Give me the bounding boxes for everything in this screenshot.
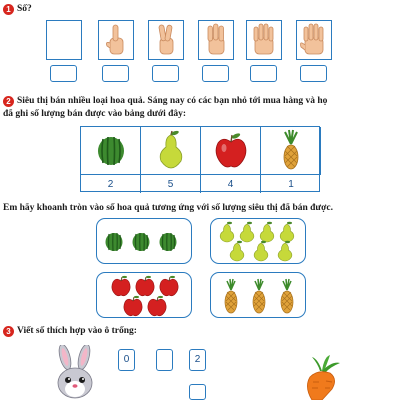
apple-group[interactable] xyxy=(96,272,192,318)
section-3-title: Viết số thích hợp vào ô trống: xyxy=(17,326,137,336)
section-2-instruction: Em hãy khoanh tròn vào số hoa quả tương ứng với số lượng siêu thị đã bán được. xyxy=(3,203,333,213)
pear-icon xyxy=(141,127,201,174)
number-box-3[interactable]: 2 xyxy=(189,349,206,371)
number-box-2[interactable] xyxy=(156,349,173,371)
pineapple-icon xyxy=(261,127,321,174)
pear-group[interactable] xyxy=(210,218,306,264)
pear-group-icon xyxy=(211,219,307,265)
number-box-1[interactable]: 0 xyxy=(118,349,135,371)
hand-five-fingers-icon xyxy=(297,21,331,59)
table-count-pineapple: 1 xyxy=(261,174,321,193)
answer-box-2[interactable] xyxy=(102,65,129,82)
answer-box-3[interactable] xyxy=(152,65,179,82)
section-2-line-2: đã ghi số lượng bán được vào bảng dưới đây: xyxy=(3,109,187,119)
hand-three-fingers-card xyxy=(198,20,234,60)
pineapple-group[interactable] xyxy=(210,272,306,318)
apple-group-icon xyxy=(97,273,193,319)
empty-image-card xyxy=(46,20,82,60)
answer-box-4[interactable] xyxy=(202,65,229,82)
hand-two-fingers-icon xyxy=(149,21,183,59)
section-2-number-badge: 2 xyxy=(3,96,14,107)
number-box-4[interactable] xyxy=(189,384,206,400)
table-count-apple: 4 xyxy=(201,174,261,193)
hand-four-fingers-card xyxy=(246,20,282,60)
section-2-line-1: Siêu thị bán nhiều loại hoa quả. Sáng nay có các bạn nhỏ tới mua hàng và họ xyxy=(17,96,328,106)
sales-table xyxy=(80,126,320,192)
table-count-pear: 5 xyxy=(141,174,201,193)
answer-box-5[interactable] xyxy=(250,65,277,82)
hand-one-finger-icon xyxy=(99,21,133,59)
hand-four-fingers-icon xyxy=(247,21,281,59)
hand-two-fingers-card xyxy=(148,20,184,60)
hand-three-fingers-icon xyxy=(199,21,233,59)
table-cell-pear xyxy=(141,127,201,174)
section-1-title: Số? xyxy=(17,4,32,14)
table-cell-apple xyxy=(201,127,261,174)
table-cell-pineapple xyxy=(261,127,321,174)
hand-one-finger-card xyxy=(98,20,134,60)
section-3-number-badge: 3 xyxy=(3,326,14,337)
answer-box-1[interactable] xyxy=(50,65,77,82)
table-cell-watermelon xyxy=(81,127,141,174)
rabbit-icon xyxy=(48,345,102,400)
carrot-icon xyxy=(298,355,346,400)
answer-box-6[interactable] xyxy=(300,65,327,82)
watermelon-group-icon xyxy=(97,219,193,265)
pineapple-group-icon xyxy=(211,273,307,319)
section-1-number-badge: 1 xyxy=(3,4,14,15)
hand-five-fingers-card xyxy=(296,20,332,60)
watermelon-icon xyxy=(81,127,141,174)
apple-icon xyxy=(201,127,261,174)
watermelon-group[interactable] xyxy=(96,218,192,264)
table-count-watermelon: 2 xyxy=(81,174,141,193)
